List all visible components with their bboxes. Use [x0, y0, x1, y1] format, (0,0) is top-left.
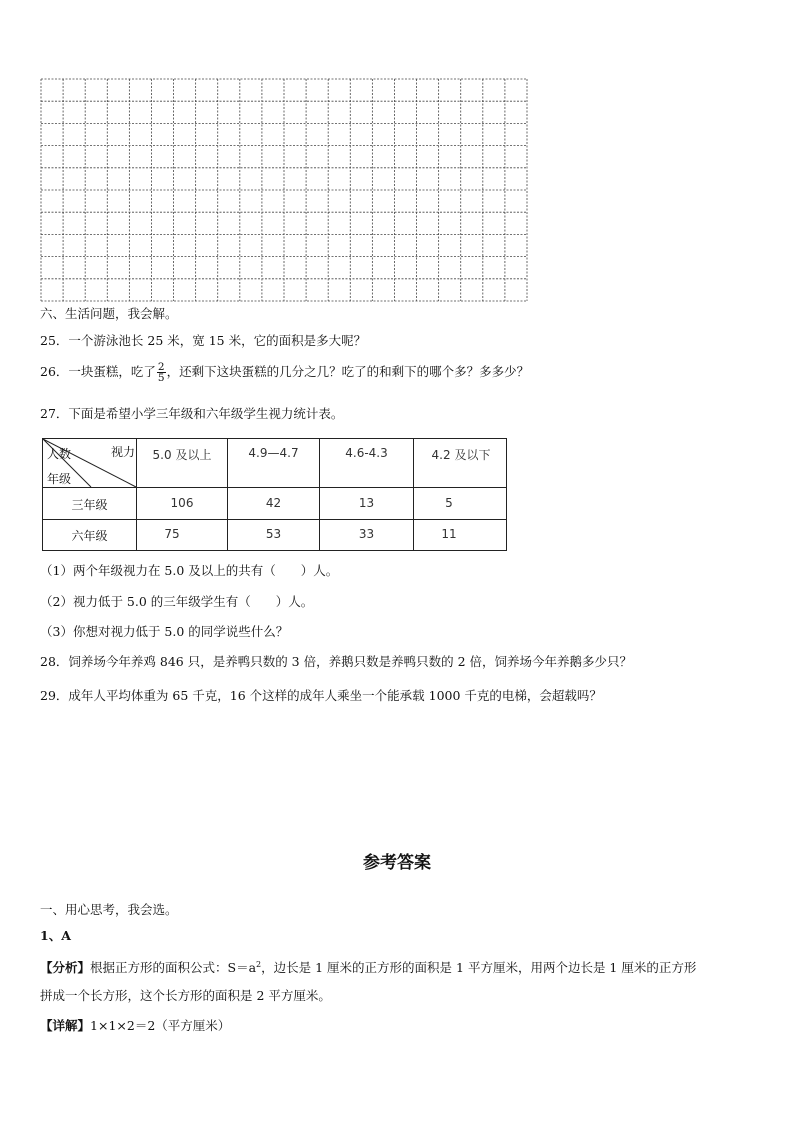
analysis-label: 【分析】	[40, 960, 91, 976]
corner-header-grade: 年级	[47, 472, 72, 486]
answers-title: 参考答案	[363, 853, 431, 873]
vision-statistics-table	[42, 438, 507, 551]
detail-text: 1×1×2＝2（平方厘米）	[90, 1018, 231, 1033]
table-cell: 33	[358, 527, 375, 541]
column-header: 4.2 及以下	[431, 448, 491, 462]
q26-text-after: ，还剩下这块蛋糕的几分之几？吃了的和剩下的哪个多？多多少？	[166, 364, 530, 379]
question-25: 25．一个游泳池长 25 米，宽 15 米，它的面积是多大呢？	[40, 333, 367, 348]
question-27-sub2: （2）视力低于 5.0 的三年级学生有（ ）人。	[40, 594, 314, 609]
analysis-text-b: ，边长是 1 厘米的正方形的面积是 1 平方厘米，用两个边长是 1 厘米的正方形	[261, 960, 697, 976]
column-header: 4.6-4.3	[345, 446, 388, 460]
question-26	[40, 362, 529, 383]
corner-header-vision: 视力	[110, 445, 135, 459]
q26-text-before: 26．一块蛋糕，吃了	[40, 364, 156, 379]
corner-header-people: 人数	[47, 447, 72, 461]
question-27: 27．下面是希望小学三年级和六年级学生视力统计表。	[40, 406, 344, 421]
column-header: 5.0 及以上	[152, 448, 212, 462]
row-label-grade6: 六年级	[71, 529, 108, 543]
column-header: 4.9—4.7	[248, 446, 299, 460]
answer-item-1: 1、A	[40, 928, 71, 943]
section6-heading: 六、生活问题，我会解。	[40, 306, 178, 321]
question-29: 29．成年人平均体重为 65 千克，16 个这样的成年人乘坐一个能承载 1000 千克的电梯，会超载吗？	[40, 688, 602, 703]
q26-fraction-denominator: 5	[157, 372, 165, 384]
table-cell: 53	[265, 527, 282, 541]
detail-line	[40, 1018, 230, 1034]
table-cell: 75	[164, 527, 180, 541]
question-27-sub1: （1）两个年级视力在 5.0 及以上的共有（ ）人。	[40, 563, 339, 578]
table-cell: 13	[358, 496, 375, 510]
row-label-grade3: 三年级	[71, 498, 108, 512]
q26-fraction	[157, 362, 166, 383]
q26-fraction-numerator: 2	[157, 361, 165, 373]
detail-label: 【详解】	[40, 1018, 91, 1033]
answers-section1: 一、用心思考，我会选。	[40, 902, 178, 917]
table-cell: 5	[445, 496, 453, 510]
table-cell: 106	[170, 496, 194, 510]
question-28: 28．饲养场今年养鸡 846 只，是养鸭只数的 3 倍，养鹅只数是养鸭只数的 2 倍，饲养场今年养鹅多少只？	[40, 654, 633, 669]
grid-paper	[40, 78, 528, 302]
table-cell: 42	[265, 496, 282, 510]
table-cell: 11	[441, 527, 457, 541]
analysis-line-2: 拼成一个长方形，这个长方形的面积是 2 平方厘米。	[40, 988, 331, 1003]
question-27-sub3: （3）你想对视力低于 5.0 的同学说些什么？	[40, 624, 289, 639]
analysis-text-a: 根据正方形的面积公式：S＝a	[90, 960, 257, 976]
analysis-superscript: 2	[256, 960, 262, 969]
analysis-line-1	[40, 957, 696, 976]
